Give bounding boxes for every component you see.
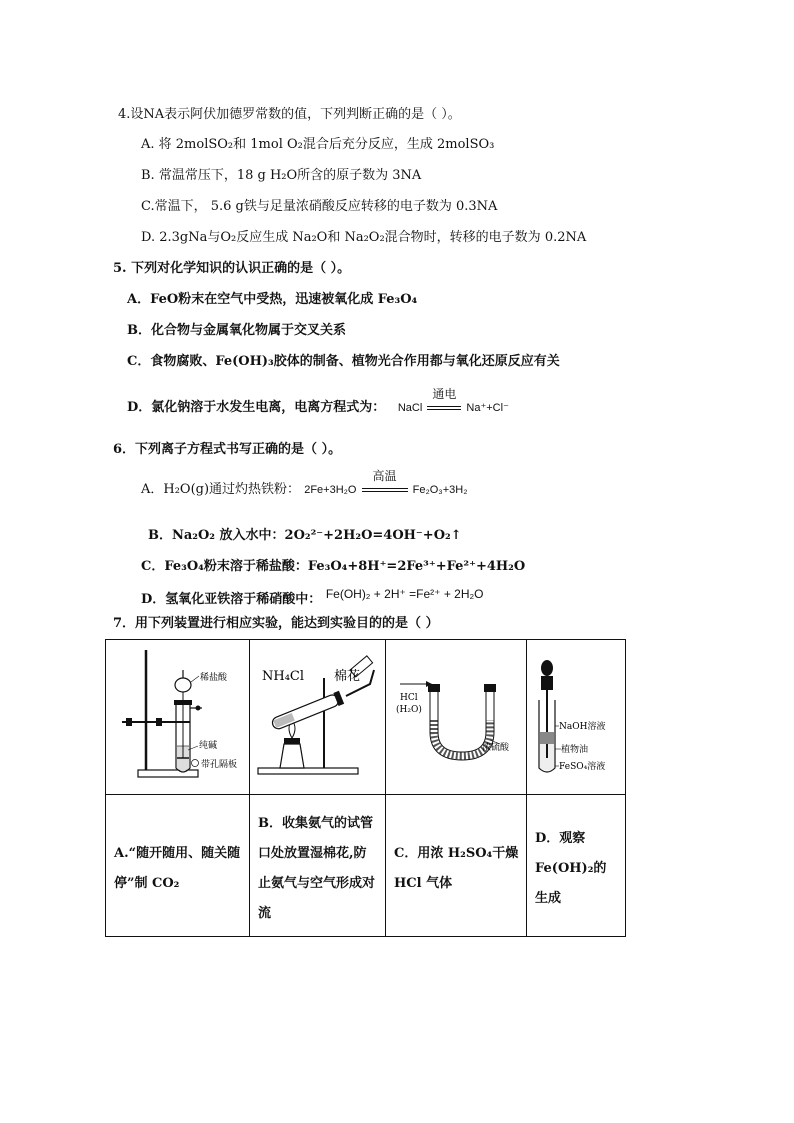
q4-option-c: C.常温下， 5.6 g铁与足量浓硝酸反应转移的电子数为 0.3NA <box>141 199 498 214</box>
q5-eq-arrow <box>427 406 461 410</box>
q5-option-c: C．食物腐败、Fe(OH)₃胶体的制备、植物光合作用都与氧化还原反应有关 <box>127 354 560 369</box>
q6-eq-left: 2Fe+3H₂O <box>304 484 357 496</box>
q5-ionization-equation <box>397 387 509 417</box>
q5-option-a: A．FeO粉末在空气中受热，迅速被氧化成 Fe₃O₄ <box>127 292 418 307</box>
figure-a-kipp-apparatus <box>106 640 249 794</box>
experiment-table <box>105 639 626 937</box>
figure-b-ammonia-setup <box>250 640 385 794</box>
label-hcl: HCl <box>400 693 418 703</box>
figure-d-cell <box>527 640 626 795</box>
q4-option-a: A. 将 2molSO₂和 1mol O₂混合后充分反应，生成 2molSO₃ <box>141 137 495 152</box>
q7-option-a: A.“随开随用、随关随停”制 CO₂ <box>106 795 250 937</box>
q7-option-b: B．收集氨气的试管口处放置湿棉花,防止氨气与空气形成对流 <box>250 795 386 937</box>
figure-a-cell <box>106 640 250 795</box>
label-feso4-solution: FeSO₄溶液 <box>559 762 606 772</box>
q4-stem: 4.设NA表示阿伏加德罗常数的值，下列判断正确的是（ ）。 <box>118 107 461 122</box>
label-naoh-solution: NaOH溶液 <box>559 722 606 732</box>
q6-option-d <box>141 587 484 609</box>
figure-c-cell <box>386 640 527 795</box>
label-conc-sulfuric: 浓硫酸 <box>482 743 510 753</box>
q6-eq-right: Fe₂O₃+3H₂ <box>412 484 468 496</box>
q5-option-d-text: D．氯化钠溶于水发生电离，电离方程式为： <box>127 400 386 415</box>
label-perforated-plate: 带孔隔板 <box>201 760 238 770</box>
q4-option-d: D. 2.3gNa与O₂反应生成 Na₂O和 Na₂O₂混合物时，转移的电子数为 0.2NA <box>141 230 587 245</box>
q6-reaction-equation <box>304 469 468 499</box>
q6-stem: 6．下列离子方程式书写正确的是（ ）。 <box>113 442 342 457</box>
label-dilute-hcl: 稀盐酸 <box>200 673 228 683</box>
q5-option-d <box>127 387 509 417</box>
label-vegetable-oil: 植物油 <box>561 745 589 755</box>
q5-eq-left: NaCl <box>397 402 423 414</box>
options-row <box>106 795 626 937</box>
q4-option-b: B. 常温常压下，18 g H₂O所含的原子数为 3NA <box>141 168 422 183</box>
label-h2o: (H₂O) <box>396 705 422 715</box>
figure-b-cell <box>250 640 386 795</box>
q6-eq-condition: 高温 <box>372 469 397 484</box>
label-nh4cl: NH₄Cl <box>262 669 305 684</box>
q5-eq-condition: 通电 <box>432 387 457 402</box>
q5-stem: 5. 下列对化学知识的认识正确的是（ ）。 <box>113 261 351 276</box>
label-cotton: 棉花 <box>334 669 361 684</box>
q6-eq-arrow <box>362 488 408 492</box>
q6-option-a <box>141 469 468 499</box>
figure-c-u-tube <box>386 640 526 794</box>
q6-option-a-text: A．H₂O(g)通过灼热铁粉： <box>141 482 301 497</box>
q6-option-c: C．Fe₃O₄粉末溶于稀盐酸：Fe₃O₄+8H⁺=2Fe³⁺+Fe²⁺+4H₂O <box>141 559 526 574</box>
q7-option-c: C．用浓 H₂SO₄干燥 HCl 气体 <box>386 795 527 937</box>
q5-eq-right: Na⁺+Cl⁻ <box>466 402 509 414</box>
label-soda-ash: 纯碱 <box>199 741 218 751</box>
q7-option-d: D．观察 Fe(OH)₂的生成 <box>527 795 626 937</box>
q7-stem: 7．用下列装置进行相应实验，能达到实验目的的是（ ） <box>113 616 439 631</box>
q6-option-b: B．Na₂O₂ 放入水中：2O₂²⁻+2H₂O=4OH⁻+O₂↑ <box>148 528 462 543</box>
figure-row <box>106 640 626 795</box>
q5-option-b: B．化合物与金属氧化物属于交叉关系 <box>127 323 346 338</box>
q6-option-d-equation: Fe(OH)₂ + 2H⁺ =Fe²⁺ + 2H₂O <box>325 587 484 601</box>
figure-d-fe-oh2-tube <box>527 640 625 794</box>
q6-option-d-text: D．氢氧化亚铁溶于稀硝酸中： <box>141 592 322 607</box>
